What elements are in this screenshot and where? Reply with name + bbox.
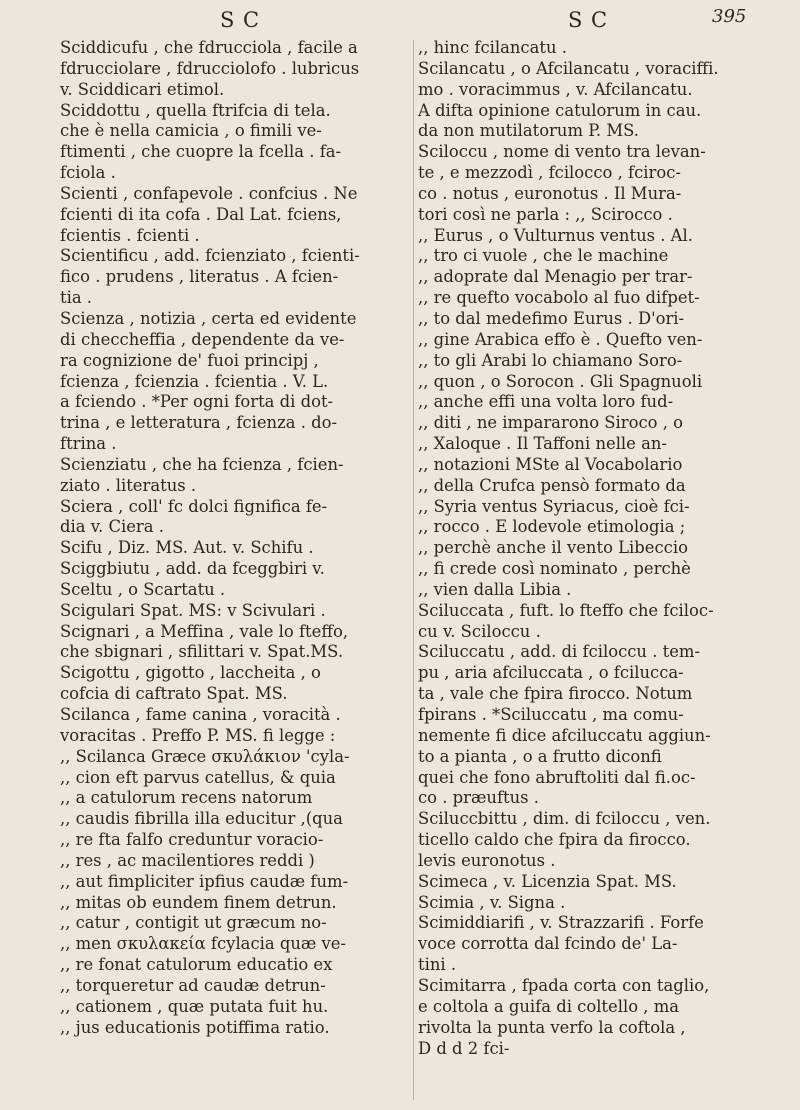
text-line: e coltola a guifa di coltello , ma [418,996,680,1016]
text-line: ,, della Crufca pensò formato da [418,475,686,495]
text-line: Scilancatu , o Afcilancatu , voraciffi. [418,58,719,78]
text-line: Scignari , a Meffina , vale lo fteffo, [60,621,349,641]
text-line: co . notus , euronotus . Il Mura- [418,183,682,203]
text-line: ,, tro ci vuole , che le machine [418,246,669,266]
column-divider [413,40,414,1100]
text-line: ,, notazioni MSte al Vocabolario [418,454,683,474]
text-line: Scigulari Spat. MS: v Scivulari . [60,600,326,620]
text-line: mo . voracimmus , v. Afcilancatu. [418,79,693,99]
text-line: ,, Scilanca Græce σκυλάκιον 'cyla- [60,746,350,766]
text-line: a fciendo . *Per ogni forta di dot- [60,392,334,412]
text-line: fcienza , fcienzia . fcientia . V. L. [60,371,329,391]
text-line: che è nella camicia , o fimili ve- [60,121,322,141]
text-line: Scigottu , gigotto , laccheita , o [60,663,321,683]
running-header-left: S C [220,8,261,32]
text-line: Scimia , v. Signa . [418,892,566,912]
text-line: Sciddicufu , che fdrucciola , facile a [60,38,358,57]
text-line: ,, caudis fibrilla illa educitur ,(qua [60,809,343,829]
text-line: ziato . literatus . [60,475,197,495]
text-line: pu , aria afciluccata , o fcilucca- [418,663,684,683]
text-line: D d d 2 fci- [418,1038,510,1058]
text-line: ,, to gli Arabi lo chiamano Soro- [418,350,683,370]
text-line: ,, res , ac macilentiores reddi ) [60,850,315,870]
text-line: te , e mezzodì , fcilocco , fciroc- [418,163,681,183]
text-line: ,, aut fimpliciter ipfius caudæ fum- [60,871,349,891]
text-line: Scimitarra , fpada corta con taglio, [418,975,710,995]
text-line: ,, perchè anche il vento Libeccio [418,538,688,558]
text-line: ftimenti , che cuopre la fcella . fa- [60,142,342,162]
page-number: 395 [712,6,747,27]
text-line: fdrucciolare , fdrucciolofo . lubricus [60,58,360,78]
text-line: Scienziatu , che ha fcienza , fcien- [60,454,344,474]
text-line: voracitas . Preffo P. MS. fi legge : [60,725,336,745]
text-line: ,, anche effi una volta loro fud- [418,392,674,412]
text-line: Sciera , coll' fc dolci fignifica fe- [60,496,328,516]
text-line: nemente fi dice afciluccatu aggiun- [418,725,711,745]
text-line: ,, re fta falfo creduntur voracio- [60,830,324,850]
text-line: ,, re quefto vocabolo al fuo difpet- [418,288,700,308]
text-line: ,, Syria ventus Syriacus, cioè fci- [418,496,690,516]
text-line: trina , e letteratura , fcienza . do- [60,413,338,433]
text-line: tini . [418,955,457,975]
text-line: Scienti , confapevole . confcius . Ne [60,183,358,203]
text-line: ,, Eurus , o Vulturnus ventus . Al. [418,225,693,245]
running-header-right: S C [568,8,609,32]
text-line: A difta opinione catulorum in cau. [418,100,702,120]
text-line: fico . prudens , literatus . A fcien- [60,267,339,287]
text-line: ,, vien dalla Libia . [418,579,572,599]
text-line: da non mutilatorum P. MS. [418,121,639,141]
text-line: ra cognizione de' fuoi principj , [60,350,319,370]
text-line: Scimeca , v. Licenzia Spat. MS. [418,871,677,891]
text-line: di checcheffia , dependente da ve- [60,329,345,349]
text-line: cofcia di caftrato Spat. MS. [60,684,288,704]
text-line: ,, gine Arabica effo è . Quefto ven- [418,329,703,349]
text-line: ,, cion eft parvus catellus, & quia [60,767,336,787]
text-line: Sciggbiutu , add. da fceggbiri v. [60,559,325,579]
text-line: ticello caldo che fpira da firocco. [418,830,691,850]
text-line: ,, diti , ne impararono Siroco , o [418,413,684,433]
text-line: ,, catur , contigit ut græcum no- [60,913,327,933]
text-line: Scifu , Diz. MS. Aut. v. Schifu . [60,538,314,558]
text-line: Sciluccatu , add. di fciloccu . tem- [418,642,700,662]
text-line: Scientificu , add. fcienziato , fcienti- [60,246,360,266]
text-line: Sciluccbittu , dim. di fciloccu , ven. [418,809,711,829]
text-line: levis euronotus . [418,850,556,870]
text-line: Sciloccu , nome di vento tra levan- [418,142,706,162]
text-line: Scienza , notizia , certa ed evidente [60,308,357,328]
text-line: ,, re fonat catulorum educatio ex [60,955,333,975]
text-line: ,, adoprate dal Menagio per trar- [418,267,693,287]
text-line: ftrina . [60,434,117,454]
text-line: Scimiddiarifi , v. Strazzarifi . Forfe [418,913,704,933]
text-line: ,, mitas ob eundem finem detrun. [60,892,337,912]
text-line: fpirans . *Sciluccatu , ma comu- [418,705,684,724]
text-line: quei che fono abruftoliti dal fi.oc- [418,767,696,787]
text-line: ,, a catulorum recens natorum [60,788,313,808]
left-column [60,38,410,1039]
text-line: v. Sciddicari etimol. [60,79,225,99]
text-line: ,, quon , o Sorocon . Gli Spagnuoli [418,371,703,391]
text-line: Sciddottu , quella ftrifcia di tela. [60,100,331,120]
text-line: ,, fi crede così nominato , perchè [418,559,691,579]
text-line: ,, Xaloque . Il Taffoni nelle an- [418,434,667,454]
text-line: ,, rocco . E lodevole etimologia ; [418,517,686,537]
text-line: Sceltu , o Scartatu . [60,579,226,599]
text-line: to a pianta , o a frutto diconfi [418,746,662,766]
text-line: voce corrotta dal fcindo de' La- [418,934,678,954]
text-line: fciola . [60,163,116,183]
text-line: ,, hinc fcilancatu . [418,38,567,57]
text-line: co . præuftus . [418,788,540,808]
text-line: tia . [60,288,93,308]
right-column [418,38,780,1059]
text-line: Sciluccata , fuft. lo fteffo che fciloc- [418,600,714,620]
text-line: ,, cationem , quæ putata fuit hu. [60,996,329,1016]
text-line: tori così ne parla : ,, Scirocco . [418,204,673,224]
text-line: che sbignari , sfilittari v. Spat.MS. [60,642,344,662]
text-line: ta , vale che fpira firocco. Notum [418,684,693,704]
text-line: ,, jus educationis potiffima ratio. [60,1017,330,1037]
text-line: ,, torqueretur ad caudæ detrun- [60,975,326,995]
text-line: ,, to dal medefimo Eurus . D'ori- [418,308,685,328]
text-line: ,, men σκυλακεία fcylacia quæ ve- [60,934,347,954]
text-line: cu v. Sciloccu . [418,621,541,641]
text-line: Scilanca , fame canina , voracità . [60,705,341,724]
text-line: dia v. Ciera . [60,517,164,537]
text-line: rivolta la punta verfo la coftola , [418,1017,686,1037]
text-line: fcientis . fcienti . [60,225,200,245]
text-line: fcienti di ita cofa . Dal Lat. fciens, [60,204,342,224]
